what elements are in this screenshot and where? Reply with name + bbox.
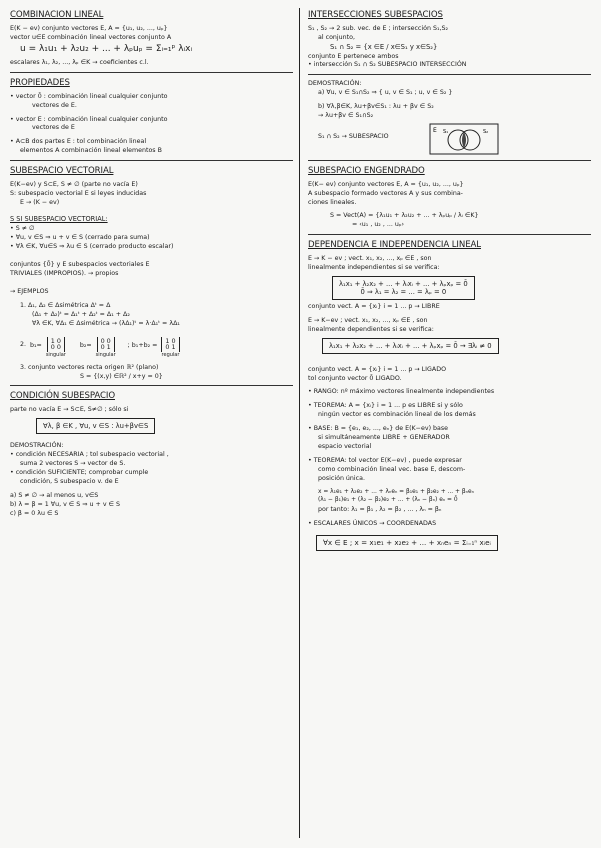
heading-propiedades: PROPIEDADES <box>10 77 70 88</box>
base-line: si simultáneamente LIBRE + GENERADOR <box>318 434 450 442</box>
text-line: E → (K − ev) <box>20 198 60 206</box>
box-line: λ₁x₁ + λ₂x₂ + ... + λᵢxᵢ + ... + λₚxₚ = 0̄ <box>339 279 468 288</box>
matrix-b2 <box>96 337 116 359</box>
text-line: conjunto E pertenece ambos <box>308 52 399 60</box>
box-line: 0̄ ⇒ λ₁ = λ₂ = ... = λₚ = 0 <box>360 287 447 296</box>
heading-intersecciones: INTERSECCIONES SUBESPACIOS <box>308 10 443 20</box>
teorema-line: como combinación lineal vec. base E, descom- <box>318 465 466 473</box>
ejemplo-1-line: 1. Δ₁, Δ₂ ∈ Δsimétrica Δᵗ = Δ <box>20 301 111 309</box>
formula-vect: S = Vect(A) = {λ₁u₁ + λ₂u₂ + ... + λₚuₚ / λᵢ ∈K} <box>330 212 479 220</box>
text-line: ciones lineales. <box>308 198 357 206</box>
text-line: linealmente dependientes si se verifica: <box>308 325 434 333</box>
demostracion-label: DEMOSTRACIÓN: <box>308 79 362 87</box>
venn-label-s2: S₂ <box>482 128 488 135</box>
coordenadas-box: ∀x ∈ E ; x = x₁e₁ + x₂e₂ + ... + xₙeₙ = Σᵢ₌₁ⁿ xᵢeᵢ <box>316 535 498 551</box>
base-line: espacio vectorial <box>318 443 372 451</box>
section-condicion-subespacio <box>10 391 293 517</box>
text-line: E → K − ev ; vect. x₁, x₂, ..., xₚ ∈E , son <box>308 254 432 262</box>
text-line: vectores de E. <box>32 101 77 109</box>
matrix-name: ; b₁+b₂ = <box>127 341 158 349</box>
text-line: linealmente independientes si se verifica: <box>308 263 440 271</box>
heading-subespacio-vectorial: SUBESPACIO VECTORIAL <box>10 165 114 176</box>
text-line: E(K − ev) conjunto vectores E, A = {u₁, u₂, ..., uₚ} <box>10 25 168 33</box>
text-line: vector u∈E combinación lineal vectores conjunto A <box>10 34 172 42</box>
divider-line <box>10 160 293 161</box>
matrix-row: 0 1 <box>100 343 111 352</box>
column-divider <box>299 8 300 838</box>
spacer <box>10 208 293 213</box>
matrix-row: 1 0 <box>50 336 61 345</box>
section-propiedades <box>10 78 293 155</box>
matrix-row: 1 0 <box>165 336 176 345</box>
text-line: conjunto vect. A = {xᵢ} i = 1 ... p → LIGADO <box>308 365 447 373</box>
text-line: al conjunto, <box>318 34 355 42</box>
dependencia-box: λ₁x₁ + λ₂x₂ + ... + λᵢxᵢ + ... + λₚxₚ = 0̄ → ∃λᵢ ≠ 0 <box>322 338 499 354</box>
heading-dependencia: DEPENDENCIA E INDEPENDENCIA LINEAL <box>308 239 481 250</box>
text-line: • ∀λ ∈K, ∀u∈S ⇒ λu ∈ S (cerrado producto escalar) <box>10 243 174 251</box>
text-line: • S ≠ ∅ <box>10 225 35 233</box>
ejemplo-3-line: S = {(x,y) ∈ℝ² / x+y = 0} <box>80 372 163 380</box>
text-line: parte no vacía E → S⊂E, S≠∅ ; sólo si <box>10 406 129 414</box>
text-line: TRIVIALES (IMPROPIOS). → propios <box>10 270 119 278</box>
matrix-caption: singular <box>95 352 116 359</box>
base-line: • BASE: B = {e₁, e₂, ..., eₙ} de E(K−ev) base <box>308 425 449 433</box>
text-line: S₁ , S₂ → 2 sub. vec. de E ; intersección S₁,S₂ <box>308 25 449 33</box>
formula-line: (λ₁ − β₁)e₁ + (λ₂ − β₂)e₂ + ... + (λₙ − βₙ) eₙ = 0̄ <box>318 497 458 504</box>
matrix-b1 <box>46 337 66 359</box>
text-line: conjunto vect. A = {xᵢ} i = 1 ... p → LIBRE <box>308 302 440 310</box>
teorema-line: • TEOREMA: A = {xᵢ} i = 1 ... p es LIBRE si y sólo <box>308 402 463 410</box>
text-line: conjuntos {0̄} y E subespacios vectoriales E <box>10 261 150 269</box>
matrix-body <box>161 337 179 352</box>
text-line: • ∀u, v ∈S ⇒ u + v ∈ S (cerrado para suma) <box>10 234 150 242</box>
spacer <box>10 252 293 261</box>
left-column <box>10 10 293 840</box>
text-line: A subespacio formado vectores A y sus combina- <box>308 189 463 197</box>
venn-label-s1: S₁ <box>442 128 448 135</box>
text-line: escalares λ₁, λ₂, ..., λₚ ∈K → coeficientes c.l. <box>10 59 149 67</box>
spacer <box>10 279 293 288</box>
matrix-row: 0 1 <box>165 343 176 352</box>
text-line: • vector E : combinación lineal cualquier conjunto <box>10 115 168 123</box>
ejemplo-1-line: ∀λ ∈K, ∀Δ₁ ∈ Δsimétrica → (λΔ₁)ᵗ = λ·Δ₁ᵗ = λΔ₁ <box>32 319 180 327</box>
section-intersecciones <box>308 10 591 155</box>
heading-condicion-subespacio: CONDICIÓN SUBESPACIO <box>10 391 115 402</box>
divider-line <box>308 234 591 235</box>
demostracion-label: DEMOSTRACIÓN: <box>10 442 64 450</box>
rango-line: • RANGO: nº máximo vectores linealmente independientes <box>308 388 495 396</box>
text-line: S: subespacio vectorial E si leyes inducidas <box>10 189 147 197</box>
independencia-box <box>332 276 475 300</box>
text-line: elementos A combinación lineal elementos B <box>20 147 162 155</box>
formula-combinacion: u = λ₁u₁ + λ₂u₂ + ... + λₚuₚ = Σᵢ₌₁ᵖ λᵢxᵢ <box>20 44 193 55</box>
ejemplo-1-line: (Δ₁ + Δ₂)ᵗ = Δ₁ᵗ + Δ₂ᵗ = Δ₁ + Δ₂ <box>32 310 130 318</box>
spacer <box>308 357 591 366</box>
text-line: condición, S subespacio v. de E <box>20 478 119 486</box>
matrix-body <box>97 337 115 352</box>
venn-diagram <box>429 123 499 155</box>
section-subespacio-vectorial <box>10 166 293 381</box>
formula-line: por tanto: λ₁ = β₁ , λ₂ = β₂ , ... , λₙ = βₙ <box>318 505 442 513</box>
divider-line <box>308 160 591 161</box>
text-line: • condición NECESARIA ; tol subespacio vectorial , <box>10 451 169 459</box>
matrix-body <box>47 337 65 352</box>
heading-combinacion-lineal: COMBINACIÓN LINEAL <box>10 10 104 20</box>
venn-label-e: E <box>432 126 437 134</box>
condicion-box: ∀λ, β ∈K , ∀u, v ∈S : λu+βv∈S <box>36 418 155 434</box>
venn-intersection <box>462 132 466 148</box>
matrix-caption: singular <box>45 352 66 359</box>
divider-line <box>10 385 293 386</box>
matrix-row: 0 0 <box>50 343 61 352</box>
text-line: a) ∀u, v ∈ S₁∩S₂ ⇒ { u, v ∈ S₁ ; u, v ∈ S₂ } <box>318 88 453 96</box>
heading-engendrado: SUBESPACIO ENGENDRADO <box>308 165 425 176</box>
matrix-name: b₁= <box>30 341 42 349</box>
section-combinacion-lineal <box>10 10 293 67</box>
divider-line <box>308 74 591 75</box>
text-line: tol conjunto vector 0̄ LIGADO. <box>308 374 402 382</box>
spacer <box>10 329 293 334</box>
text-line: suma 2 vectores S → vector de S. <box>20 460 126 468</box>
section-dependencia <box>308 240 591 554</box>
subheading-condiciones: S SI SUBESPACIO VECTORIAL: <box>10 214 108 223</box>
section-engendrado <box>308 166 591 229</box>
text-line: • intersección S₁ ∩ S₂ SUBESPACIO INTERSECCIÓN <box>308 61 467 69</box>
case-line: b) λ = β = 1 ∀u, v ∈ S ⇒ u + v ∈ S <box>10 500 121 508</box>
matrix-sum <box>161 337 179 359</box>
text-line: • condición SUFICIENTE; comprobar cumple <box>10 469 149 477</box>
case-line: c) β = 0 λu ∈ S <box>10 509 59 517</box>
text-line: • A⊂B dos partes E : tol combinación lineal <box>10 138 147 146</box>
text-line: E(K− ev) conjunto vectores E, A = {u₁, u₂, ..., uₚ} <box>308 180 464 188</box>
matrix-caption: regular <box>161 352 180 359</box>
formula-interseccion: S₁ ∩ S₂ = {x ∈E / x∈S₁ y x∈S₂} <box>330 42 438 51</box>
ejemplo-3-line: 3. conjunto vectores recta origen ℝ² (plano) <box>20 363 159 371</box>
text-line: E(K−ev) y S⊂E, S ≠ ∅ (parte no vacía E) <box>10 180 138 188</box>
formula-vect: = ‹u₁ , u₂ , ... uₚ› <box>352 221 405 229</box>
matrix-name: b₂= <box>79 341 92 349</box>
teorema-line: • TEOREMA: tol vector E(K−ev) , puede expresar <box>308 456 462 464</box>
ejemplo-2-number: 2. <box>20 340 27 348</box>
teorema-line: posición única. <box>318 474 365 482</box>
divider-line <box>10 72 293 73</box>
case-line: a) S ≠ ∅ → al menos u, v∈S <box>10 492 99 500</box>
text-line: • vector 0̄ : combinación lineal cualquier conjunto <box>10 92 168 100</box>
text-line: b) ∀λ,β∈K, λu+βv∈S₁ : λu + βv ∈ S₂ <box>318 102 434 110</box>
text-line: E → K−ev ; vect. x₁, x₂, ..., xₚ ∈E , son <box>308 316 428 324</box>
formula-line: x = λ₁e₁ + λ₂e₂ + ... + λₙeₙ = β₁e₁ + β₂e₂ + ... + βₙeₙ <box>318 488 474 495</box>
matrix-row: 0 0 <box>100 336 111 345</box>
venn-row <box>308 121 591 155</box>
teorema-line: ningún vector es combinación lineal de los demás <box>318 411 476 419</box>
text-line: → λu+βv ∈ S₁∩S₂ <box>318 111 374 119</box>
text-line: vectores de E <box>32 124 75 132</box>
right-column <box>308 10 591 840</box>
escalares-line: • ESCALARES ÚNICOS → COORDENADAS <box>308 519 437 527</box>
ejemplos-label: → EJEMPLOS <box>10 287 49 295</box>
ejemplo-2-matrices <box>20 336 293 359</box>
text-line: S₁ ∩ S₂ → SUBESPACIO <box>318 133 389 141</box>
